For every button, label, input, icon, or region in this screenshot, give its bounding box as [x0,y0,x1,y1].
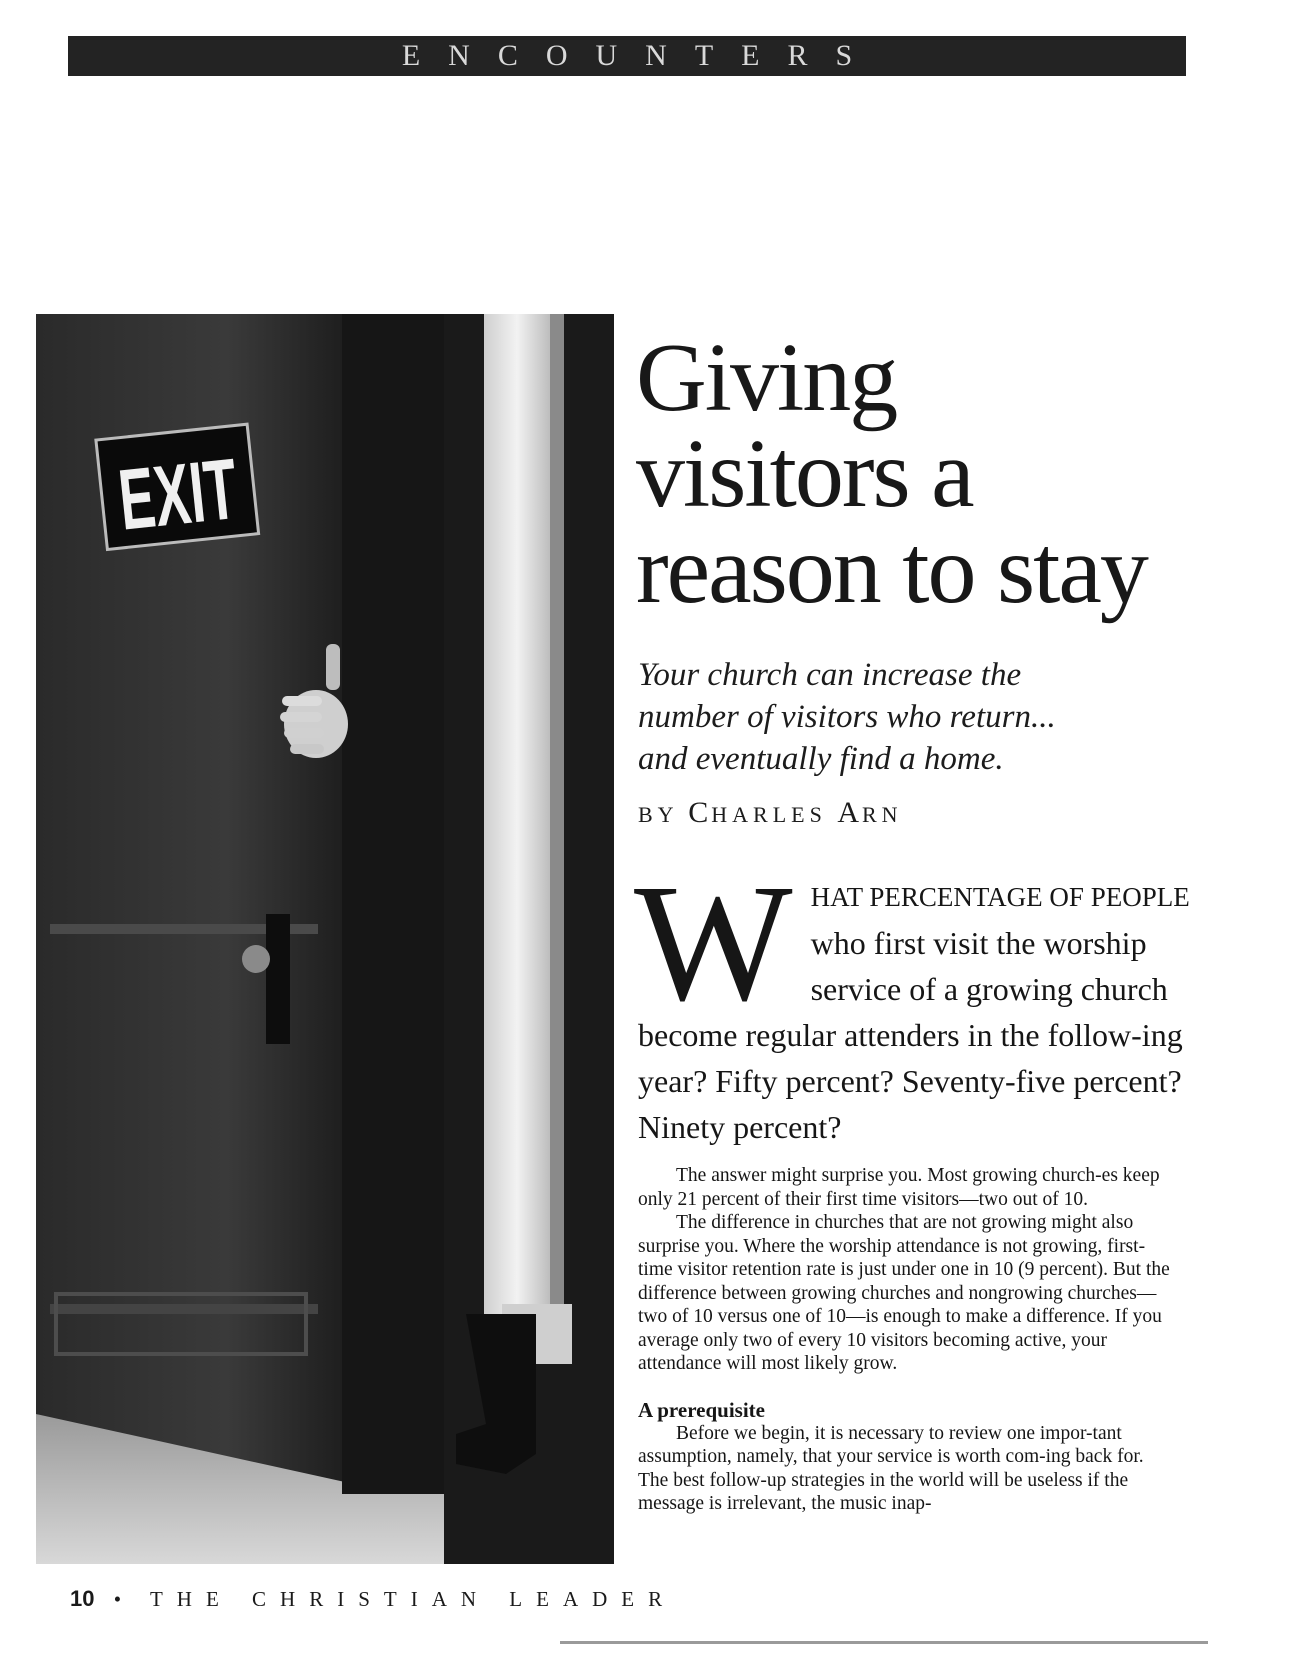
body-paragraph-1: The answer might surprise you. Most growing church-es keep only 21 percent of their first time visitors—two out of 10. [638,1165,1160,1210]
lead-rest: who first visit the worship service of a growing church become regular attenders in the follow-ing year? Fifty percent? Seventy-five percent? Ninety percent? [638,925,1183,1145]
deck-line-3: and eventually find a home. [638,741,1004,777]
lead-paragraph [634,850,1198,1150]
exit-door-illustration [36,314,614,1564]
byline-first-rest: HARLES [711,802,827,827]
exit-sign-text: EXIT [114,433,315,549]
subhead: A prerequisite [638,1397,765,1422]
title-line-3: reason to stay [636,516,1147,624]
section-label: ENCOUNTERS [401,39,881,72]
section-header-bar [68,36,1186,76]
article-body [638,1164,1178,1516]
deck-line-1: Your church can increase the [638,657,1022,693]
footer-separator: • [113,1587,132,1611]
page-number: 10 [70,1586,95,1611]
publication-name: THE CHRISTIAN LEADER [149,1587,677,1611]
exit-door-photo [36,314,614,1564]
byline-by: BY [638,802,678,827]
title-line-2: visitors a [636,420,973,528]
deck-line-2: number of visitors who return... [638,699,1056,735]
body-paragraph-2: The difference in churches that are not growing might also surprise you. Where the worship attendance is not growing, first-time visitor retention rate is just under one in 10 (9 percent). But the difference between growing churches and nongrowing churches—two of 10 versus one of 10—is enough to make a difference. If you average only two of every 10 visitors becoming active, your attendance will most likely grow. [638,1212,1170,1374]
byline-last-rest: RN [862,802,903,827]
byline-last-initial: A [837,796,862,829]
byline [638,796,903,830]
article-title [636,324,1196,624]
lead-caps: HAT PERCENTAGE OF PEOPLE [810,882,1190,912]
title-line-1: Giving [636,324,897,432]
article-deck [638,654,1138,780]
body-paragraph-3: Before we begin, it is necessary to review one impor-tant assumption, namely, that your service is worth com-ing back for. The best follow-up strategies in the world will be useless if the message is irrelevant, the music inap- [638,1422,1144,1514]
drop-cap: W [634,850,793,1036]
byline-first-initial: C [688,796,712,829]
page-footer [70,1586,676,1612]
bottom-rule [560,1641,1208,1644]
